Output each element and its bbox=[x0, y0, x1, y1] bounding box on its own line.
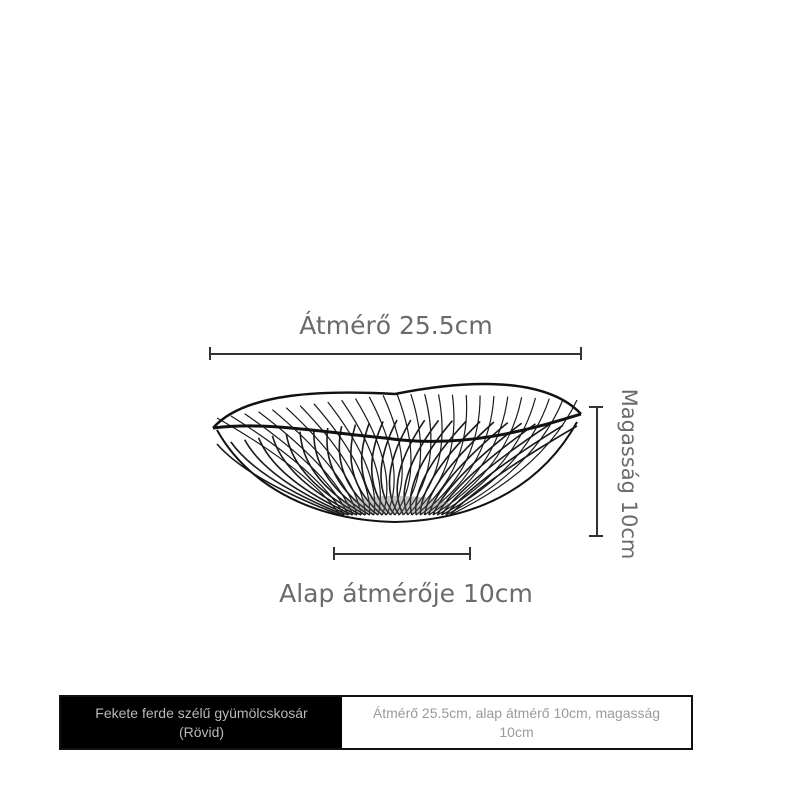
basket-wire bbox=[217, 444, 340, 515]
product-spec-cell bbox=[342, 697, 691, 748]
wire-fruit-basket-image bbox=[205, 370, 590, 535]
product-spec: Átmérő 25.5cm, alap átmérő 10cm, magasság 10cm bbox=[372, 704, 661, 740]
base-diameter-label: Alap átmérője 10cm bbox=[279, 579, 533, 608]
product-caption-box bbox=[59, 695, 693, 750]
diameter-label: Átmérő 25.5cm bbox=[299, 311, 493, 340]
product-name: Fekete ferde szélű gyümölcskosár (Rövid) bbox=[95, 704, 308, 740]
product-name-cell bbox=[61, 697, 342, 748]
height-label: Magasság 10cm bbox=[617, 388, 641, 560]
